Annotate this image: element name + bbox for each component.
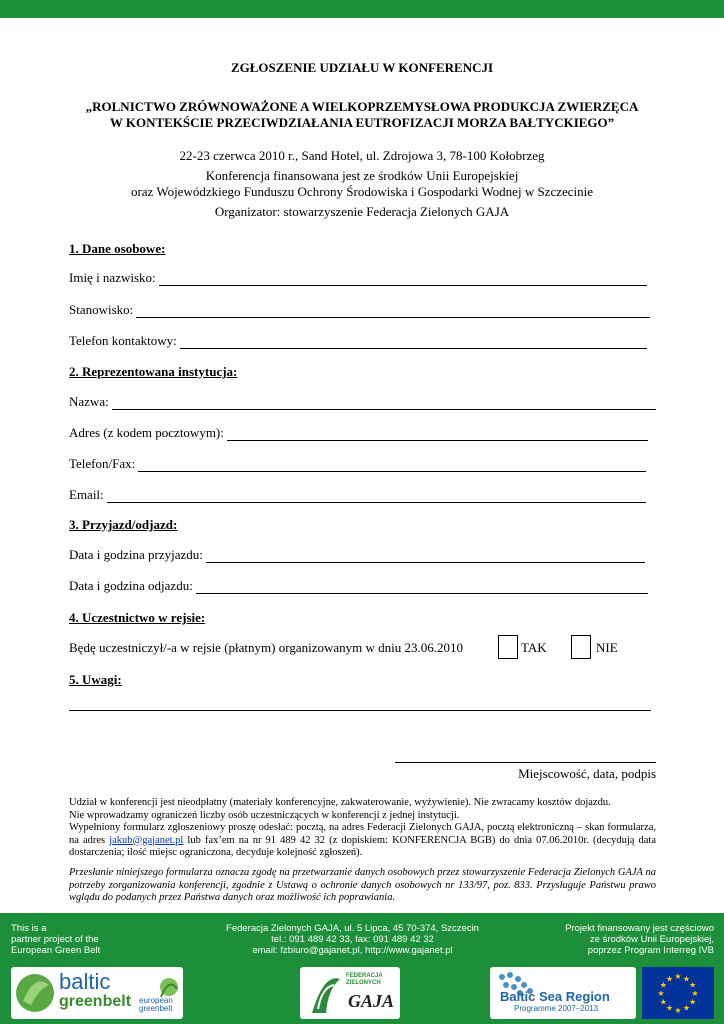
greenbelt-word: greenbelt bbox=[59, 993, 132, 1010]
eu-star-icon: ★ bbox=[682, 1003, 691, 1013]
signature-line[interactable] bbox=[395, 762, 656, 763]
section-remarks: 5. Uwagi: bbox=[69, 672, 122, 687]
date-place: 22-23 czerwca 2010 r., Sand Hotel, ul. Zdrojowa 3, 78-100 Kołobrzeg bbox=[179, 148, 545, 163]
no-label: NIE bbox=[596, 640, 618, 655]
note-submit: Wypełniony formularz zgłoszeniowy proszę odesłać: pocztą, na adres Federacji Zielonych GAJA, pocztą elektroniczną – skan formularza, na adres jakub@gajanet.pl lub fax’em na nr 91 489 42 32 (z dopiskiem: KONFERENCJA BGB) do dnia 07.06.2010r. (decydują data dostarczenia; ilość miejsc ograniczona, decyduje kolejność zgłoszeń). bbox=[69, 822, 656, 858]
arrival-field[interactable] bbox=[69, 547, 645, 563]
phone-fax-line[interactable] bbox=[138, 460, 646, 472]
eu-star-icon: ★ bbox=[665, 974, 674, 984]
eu-flag-icon bbox=[642, 967, 714, 1019]
egb-logo-text: european greenbelt bbox=[139, 996, 173, 1013]
email-link[interactable]: jakub@gajanet.pl bbox=[109, 834, 184, 846]
email-field[interactable] bbox=[69, 487, 646, 503]
section-personal: 1. Dane osobowe: bbox=[69, 241, 166, 256]
gaja-word: GAJA bbox=[348, 991, 395, 1011]
baltic-sea-region-logo bbox=[490, 967, 636, 1019]
footer-contact: Federacja Zielonych GAJA, ul. 5 Lipca, 45 70-374, Szczecin tel.: 091 489 42 33, fax: 091 489 42 32 email: fzbiuro@gajanet.pl, http://www.gajanet.pl bbox=[226, 923, 479, 956]
phone-label: Telefon kontaktowy: bbox=[69, 333, 177, 348]
footer bbox=[0, 913, 724, 1024]
eu-star-icon: ★ bbox=[657, 989, 665, 998]
phone-fax-label: Telefon/Fax: bbox=[69, 456, 136, 471]
funding-line1: Konferencja finansowana jest ze środków Unii Europejskiej bbox=[205, 168, 519, 183]
eu-star-icon: ★ bbox=[691, 989, 699, 998]
arrival-line[interactable] bbox=[206, 551, 645, 563]
baltic-word: baltic bbox=[59, 969, 111, 994]
gaja-tree-icon bbox=[304, 969, 344, 1017]
departure-field[interactable] bbox=[69, 578, 648, 594]
eu-star-icon: ★ bbox=[682, 974, 691, 984]
position-label: Stanowisko: bbox=[69, 302, 134, 317]
no-checkbox[interactable] bbox=[571, 635, 591, 659]
eu-star-icon: ★ bbox=[674, 972, 682, 981]
yes-label: TAK bbox=[521, 640, 547, 655]
conference-title-line2: W KONTEKŚCIE PRZECIWDZIAŁANIA EUTROFIZACJI MORZA BAŁTYCKIEGO” bbox=[109, 115, 615, 130]
eu-star-icon: ★ bbox=[689, 980, 697, 990]
inst-name-label: Nazwa: bbox=[69, 394, 109, 409]
bsr-programme: Programme 2007–2013 bbox=[514, 1004, 599, 1013]
note-limit: Nie wprowadzamy ograniczeń liczby osób uczestniczących w konferencji z jednej instytucji. bbox=[69, 809, 460, 821]
phone-fax-field[interactable] bbox=[69, 456, 646, 472]
gaja-federation-text: FEDERACJA ZIELONYCH bbox=[346, 973, 383, 986]
eu-star-icon: ★ bbox=[665, 1003, 674, 1013]
eu-star-icon: ★ bbox=[674, 1006, 682, 1015]
inst-name-line[interactable] bbox=[112, 398, 656, 410]
notes-block bbox=[69, 797, 656, 860]
position-line[interactable] bbox=[136, 306, 650, 318]
name-label: Imię i nazwisko: bbox=[69, 270, 156, 285]
eu-star-icon: ★ bbox=[659, 980, 667, 990]
inst-name-field[interactable] bbox=[69, 394, 656, 410]
yes-checkbox[interactable] bbox=[498, 635, 518, 659]
cruise-question: Będę uczestniczył/-a w rejsie (płatnym) organizowanym w dniu 23.06.2010 bbox=[69, 640, 463, 655]
baltic-greenbelt-logo bbox=[11, 967, 183, 1019]
phone-field[interactable] bbox=[69, 333, 647, 349]
address-line[interactable] bbox=[227, 429, 648, 441]
address-label: Adres (z kodem pocztowym): bbox=[69, 425, 224, 440]
footer-funding: Projekt finansowany jest częściowo ze środków Unii Europejskiej, poprzez Program Interreg IVB bbox=[565, 923, 714, 956]
phone-line[interactable] bbox=[180, 337, 647, 349]
name-field[interactable] bbox=[69, 270, 647, 286]
top-green-bar bbox=[0, 0, 724, 18]
eu-star-icon: ★ bbox=[659, 997, 667, 1007]
gaja-logo bbox=[300, 967, 400, 1019]
signature-label: Miejscowość, data, podpis bbox=[518, 766, 656, 781]
position-field[interactable] bbox=[69, 302, 650, 318]
section-institution: 2. Reprezentowana instytucja: bbox=[69, 364, 238, 379]
section-travel: 3. Przyjazd/odjazd: bbox=[69, 517, 178, 532]
email-label: Email: bbox=[69, 487, 104, 502]
funding-line2: oraz Wojewódzkiego Funduszu Ochrony Środowiska i Gospodarki Wodnej w Szczecinie bbox=[130, 184, 594, 199]
address-field[interactable] bbox=[69, 425, 648, 441]
section-cruise: 4. Uczestnictwo w rejsie: bbox=[69, 610, 206, 625]
arrival-label: Data i godzina przyjazdu: bbox=[69, 547, 203, 562]
name-line[interactable] bbox=[159, 274, 647, 286]
organizer: Organizator: stowarzyszenie Federacja Zielonych GAJA bbox=[214, 204, 510, 219]
departure-line[interactable] bbox=[196, 582, 648, 594]
email-line[interactable] bbox=[107, 491, 646, 503]
eu-star-icon: ★ bbox=[689, 997, 697, 1007]
note-free: Udział w konferencji jest nieodpłatny (materiały konferencyjne, zakwaterowanie, wyżywienie). Nie zwracamy kosztów dojazdu. bbox=[69, 797, 611, 808]
privacy-note: Przesłanie niniejszego formularza oznacza zgodę na przetwarzanie danych osobowych przez stowarzyszenie Federacja Zielonych GAJA na potrzeby zorganizowania konferencji, zgodnie z Ustawą o ochronie danych osobowych nr 133/97, poz. 833. Przysługuje Państwu prawo wglądu do podanych przez Państwa danych oraz możliwość ich poprawiania. bbox=[69, 867, 656, 903]
footer-left: This is a partner project of the European Green Belt bbox=[11, 923, 101, 956]
conference-title-line1: „ROLNICTWO ZRÓWNOWAŻONE A WIELKOPRZEMYSŁOWA PRODUKCJA ZWIERZĘCA bbox=[85, 99, 639, 114]
bsr-title: Baltic Sea Region bbox=[500, 989, 610, 1004]
remarks-line[interactable] bbox=[69, 710, 651, 711]
form-title: ZGŁOSZENIE UDZIAŁU W KONFERENCJI bbox=[230, 60, 494, 75]
departure-label: Data i godzina odjazdu: bbox=[69, 578, 193, 593]
